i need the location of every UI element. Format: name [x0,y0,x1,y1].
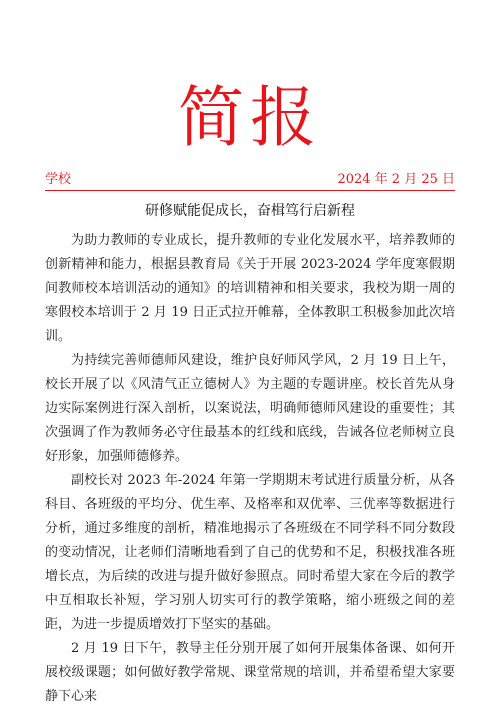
article-title: 研修赋能促成长，奋楫笃行启新程 [145,203,355,219]
article-paragraph: 2 月 19 日下午，教导主任分别开展了如何开展集体备课、如何开展校级课题；如何做好教学常规、课堂常规的培训，并希望希望大家要静下心来 [45,641,455,704]
newsletter-masthead: 简报 [178,79,322,156]
article-body [45,229,455,709]
article-paragraph: 为持续完善师德师风建设，维护良好师风学风，2 月 19 日上午，校长开展了以《风清气正立德树人》为主题的专题讲座。校长首先从身边实际案例进行深入剖析，以案说法，明确师德师风建设的重要性；其次强调了作为教师务必守住最基本的红线和底线，告诫各位老师树立良好形象，加强师德修养。 [45,353,455,464]
masthead-meta-row [45,172,455,190]
school-name: 学校 [45,172,72,187]
article-paragraph: 为助力教师的专业成长，提升教师的专业化发展水平，培养教师的创新精神和能力，根据县教育局《关于开展 2023-2024 学年度寒假期间教师校本培训活动的通知》的培训精神和相关要求，我校为期一周的寒假校本培训于 2 月 19 日正式拉开帷幕，全体教职工积极参加此次培训。 [45,233,455,344]
article-paragraph: 副校长对 2023 年-2024 年第一学期期末考试进行质量分析，从各科目、各班级的平均分、优生率、及格率和双优率、三优率等数据进行分析，通过多维度的剖析，精准地揭示了各班级在不同学科不同分数段的变动情况，让老师们清晰地看到了自己的优势和不足，积极找准各班增长点，为后续的改进与提升做好参照点。同时希望大家在今后的教学中互相取长补短，学习别人切实可行的教学策略，缩小班级之间的差距，为进一步提质增效打下坚实的基础。 [45,473,455,632]
issue-date: 2024 年 2 月 25 日 [337,172,455,187]
masthead-divider [45,190,455,191]
